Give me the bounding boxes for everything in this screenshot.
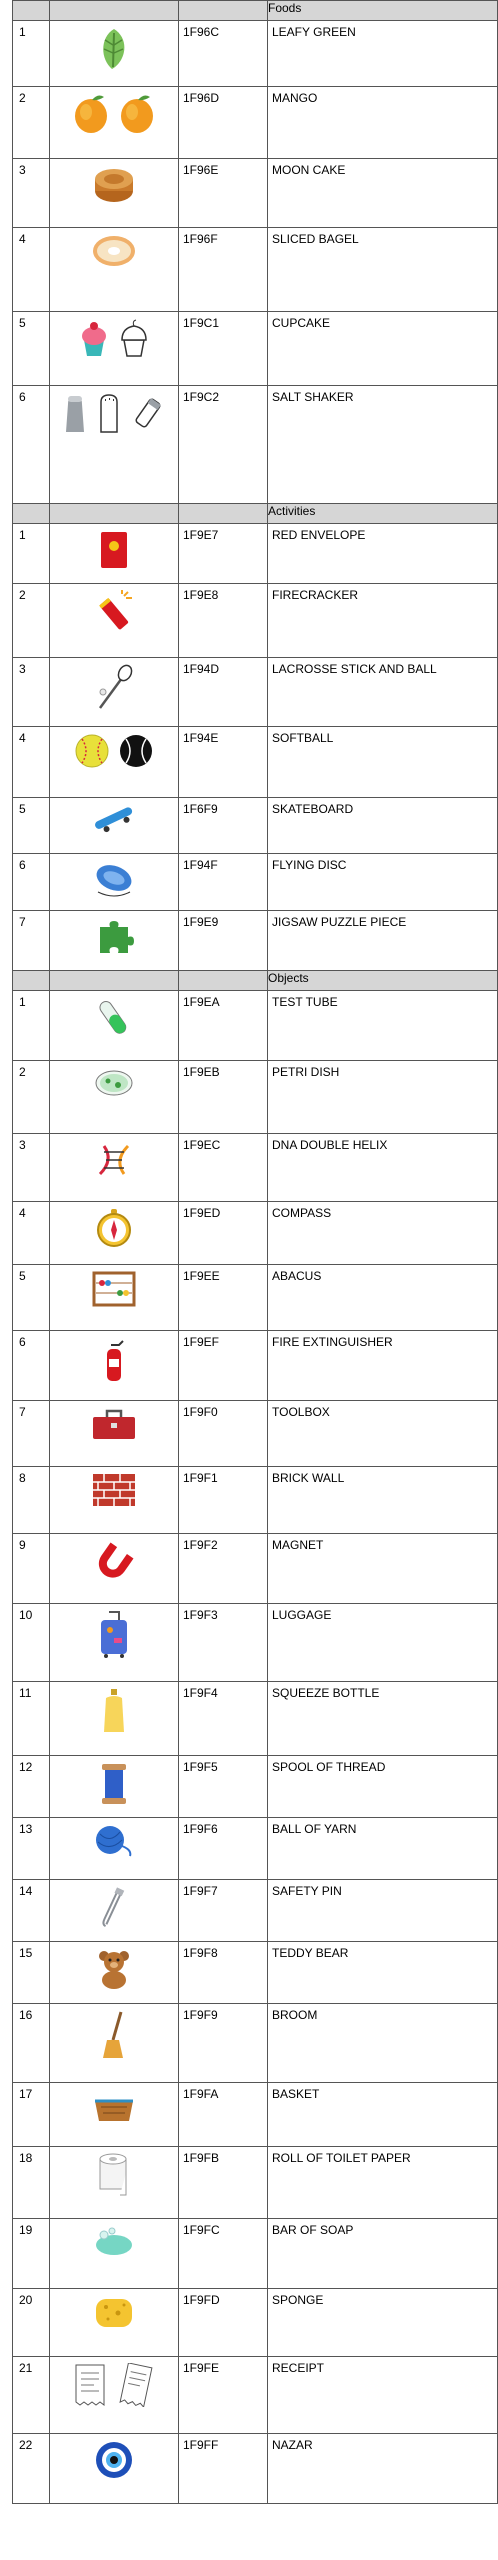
table-row [13,2289,498,2357]
receipt-tilted-icon [116,2363,156,2410]
emoji-image-cell [50,1134,179,1202]
unicode-codepoint: 1F9FC [179,2219,268,2289]
table-row [13,658,498,727]
unicode-codepoint: 1F9F6 [179,1818,268,1880]
emoji-name: TOOLBOX [268,1401,498,1467]
unicode-codepoint: 1F94D [179,658,268,727]
emoji-name: SOFTBALL [268,727,498,798]
emoji-name: BASKET [268,2083,498,2147]
table-row [13,1682,498,1756]
emoji-name: TEDDY BEAR [268,1942,498,2004]
unicode-codepoint: 1F94E [179,727,268,798]
toilet-paper-icon [96,2153,132,2200]
row-number: 6 [13,386,50,504]
emoji-image-cell [50,1331,179,1401]
unicode-codepoint: 1F9F4 [179,1682,268,1756]
table-row [13,2434,498,2504]
luggage-icon [98,1610,130,1661]
table-row [13,21,498,87]
mango-icon [72,93,110,138]
emoji-image-cell [50,228,179,312]
row-number: 11 [13,1682,50,1756]
row-number: 1 [13,991,50,1061]
table-row [13,1331,498,1401]
row-number: 6 [13,854,50,911]
row-number: 20 [13,2289,50,2357]
unicode-codepoint: 1F9EA [179,991,268,1061]
section-title: Foods [268,1,498,21]
row-number: 10 [13,1604,50,1682]
salt-shaker-outline-icon [96,392,122,437]
table-row [13,1202,498,1265]
table-row [13,524,498,584]
emoji-name: SQUEEZE BOTTLE [268,1682,498,1756]
emoji-image-cell [50,1061,179,1134]
emoji-name: MAGNET [268,1534,498,1604]
table-row [13,1880,498,1942]
table-row [13,1604,498,1682]
broom-icon [97,2010,131,2063]
soap-icon [92,2225,136,2262]
emoji-name: FIRECRACKER [268,584,498,658]
unicode-codepoint: 1F9EE [179,1265,268,1331]
emoji-image-cell [50,1467,179,1534]
emoji-name: SLICED BAGEL [268,228,498,312]
emoji-name: SAFETY PIN [268,1880,498,1942]
unicode-codepoint: 1F96E [179,159,268,228]
emoji-image-cell [50,2289,179,2357]
emoji-name: MOON CAKE [268,159,498,228]
row-number: 12 [13,1756,50,1818]
salt-shaker-tilted-icon [130,395,166,434]
emoji-image-cell [50,2004,179,2083]
unicode-codepoint: 1F9EB [179,1061,268,1134]
salt-shaker-icon [62,392,88,437]
mango-icon [118,93,156,138]
emoji-name: SALT SHAKER [268,386,498,504]
unicode-codepoint: 1F9E8 [179,584,268,658]
row-number: 5 [13,1265,50,1331]
emoji-name: DNA DOUBLE HELIX [268,1134,498,1202]
unicode-codepoint: 1F94F [179,854,268,911]
row-number: 16 [13,2004,50,2083]
unicode-codepoint: 1F6F9 [179,798,268,854]
unicode-codepoint: 1F96F [179,228,268,312]
emoji-image-cell [50,1880,179,1942]
unicode-codepoint: 1F9EC [179,1134,268,1202]
emoji-name: COMPASS [268,1202,498,1265]
emoji-image-cell [50,991,179,1061]
abacus-icon [92,1271,136,1310]
cupcake-outline-icon [118,318,150,361]
emoji-image-cell [50,1756,179,1818]
emoji-name: BALL OF YARN [268,1818,498,1880]
row-number: 14 [13,1880,50,1942]
teddy-bear-icon [94,1948,134,1993]
unicode-codepoint: 1F9E9 [179,911,268,971]
unicode-codepoint: 1F9F8 [179,1942,268,2004]
emoji-image-cell [50,798,179,854]
emoji-name: PETRI DISH [268,1061,498,1134]
emoji-image-cell [50,2083,179,2147]
row-number: 5 [13,312,50,386]
emoji-image-cell [50,854,179,911]
emoji-image-cell [50,1265,179,1331]
unicode-codepoint: 1F9FE [179,2357,268,2434]
bagel-icon [91,234,137,271]
emoji-image-cell [50,658,179,727]
unicode-codepoint: 1F96C [179,21,268,87]
unicode-codepoint: 1F9F9 [179,2004,268,2083]
nazar-icon [94,2440,134,2483]
emoji-image-cell [50,727,179,798]
emoji-name: JIGSAW PUZZLE PIECE [268,911,498,971]
emoji-image-cell [50,2147,179,2219]
emoji-image-cell [50,911,179,971]
unicode-codepoint: 1F9E7 [179,524,268,584]
row-number: 1 [13,524,50,584]
emoji-image-cell [50,1534,179,1604]
section-title: Activities [268,504,498,524]
row-number: 4 [13,727,50,798]
emoji-name: ABACUS [268,1265,498,1331]
section-header [13,504,498,524]
emoji-name: FIRE EXTINGUISHER [268,1331,498,1401]
unicode-codepoint: 1F9F2 [179,1534,268,1604]
toolbox-icon [91,1407,137,1444]
row-number: 18 [13,2147,50,2219]
table-row [13,1756,498,1818]
table-row [13,584,498,658]
fire-extinguisher-icon [99,1337,129,1386]
emoji-image-cell [50,87,179,159]
section-header [13,1,498,21]
squeeze-bottle-icon [100,1688,128,1737]
table-row [13,911,498,971]
magnet-icon [92,1540,136,1587]
emoji-name: ROLL OF TOILET PAPER [268,2147,498,2219]
spool-icon [99,1762,129,1809]
unicode-codepoint: 1F9FA [179,2083,268,2147]
emoji-image-cell [50,584,179,658]
row-number: 4 [13,1202,50,1265]
emoji-image-cell [50,524,179,584]
sponge-icon [92,2295,136,2334]
flying-disc-icon [92,860,136,903]
petri-dish-icon [94,1067,134,1102]
table-row [13,854,498,911]
emoji-image-cell [50,1942,179,2004]
row-number: 8 [13,1467,50,1534]
row-number: 2 [13,1061,50,1134]
safety-pin-icon [99,1886,129,1933]
emoji-image-cell [50,1401,179,1467]
row-number: 3 [13,658,50,727]
table-row [13,1265,498,1331]
emoji-name: LACROSSE STICK AND BALL [268,658,498,727]
table-row [13,1534,498,1604]
emoji-table [12,0,498,2504]
unicode-codepoint: 1F9EF [179,1331,268,1401]
red-envelope-icon [99,530,129,573]
yarn-icon [94,1824,134,1861]
table-row [13,2147,498,2219]
skateboard-icon [91,804,137,837]
table-row [13,1061,498,1134]
table-row [13,2004,498,2083]
emoji-name: TEST TUBE [268,991,498,1061]
row-number: 6 [13,1331,50,1401]
table-row [13,87,498,159]
leafy-green-icon [96,27,132,74]
compass-icon [96,1208,132,1251]
receipt-icon [72,2363,108,2410]
table-row [13,312,498,386]
unicode-codepoint: 1F9F3 [179,1604,268,1682]
unicode-codepoint: 1F9F0 [179,1401,268,1467]
firecracker-icon [94,590,134,637]
puzzle-piece-icon [94,917,134,960]
emoji-name: LUGGAGE [268,1604,498,1682]
emoji-image-cell [50,312,179,386]
moon-cake-icon [92,165,136,208]
table-row [13,991,498,1061]
emoji-name: SPOOL OF THREAD [268,1756,498,1818]
test-tube-icon [94,997,134,1044]
section-title: Objects [268,971,498,991]
unicode-codepoint: 1F9FD [179,2289,268,2357]
table-row [13,798,498,854]
unicode-codepoint: 1F9F1 [179,1467,268,1534]
row-number: 4 [13,228,50,312]
emoji-name: RED ENVELOPE [268,524,498,584]
emoji-name: SPONGE [268,2289,498,2357]
lacrosse-icon [94,664,134,715]
dna-icon [94,1140,134,1183]
table-row [13,1134,498,1202]
emoji-image-cell [50,1604,179,1682]
emoji-name: SKATEBOARD [268,798,498,854]
emoji-image-cell [50,159,179,228]
row-number: 13 [13,1818,50,1880]
row-number: 17 [13,2083,50,2147]
row-number: 15 [13,1942,50,2004]
emoji-image-cell [50,386,179,504]
row-number: 2 [13,87,50,159]
cupcake-icon [78,318,110,361]
emoji-name: NAZAR [268,2434,498,2504]
brick-wall-icon [92,1473,136,1510]
emoji-image-cell [50,2219,179,2289]
emoji-name: RECEIPT [268,2357,498,2434]
unicode-codepoint: 1F9ED [179,1202,268,1265]
table-row [13,2219,498,2289]
emoji-name: FLYING DISC [268,854,498,911]
emoji-name: BAR OF SOAP [268,2219,498,2289]
table-row [13,2357,498,2434]
emoji-name: BRICK WALL [268,1467,498,1534]
row-number: 3 [13,1134,50,1202]
row-number: 9 [13,1534,50,1604]
row-number: 2 [13,584,50,658]
emoji-image-cell [50,1818,179,1880]
emoji-name: MANGO [268,87,498,159]
row-number: 7 [13,911,50,971]
table-row [13,159,498,228]
emoji-image-cell [50,2434,179,2504]
table-row [13,1818,498,1880]
row-number: 5 [13,798,50,854]
emoji-image-cell [50,1682,179,1756]
table-row [13,228,498,312]
row-number: 3 [13,159,50,228]
table-row [13,2083,498,2147]
row-number: 19 [13,2219,50,2289]
row-number: 7 [13,1401,50,1467]
table-row [13,386,498,504]
emoji-name: LEAFY GREEN [268,21,498,87]
section-header [13,971,498,991]
basket-icon [91,2089,137,2126]
unicode-codepoint: 1F9C2 [179,386,268,504]
row-number: 21 [13,2357,50,2434]
softball-black-icon [118,733,154,772]
table-row [13,1401,498,1467]
emoji-image-cell [50,21,179,87]
emoji-name: BROOM [268,2004,498,2083]
unicode-codepoint: 1F9FB [179,2147,268,2219]
emoji-image-cell [50,2357,179,2434]
emoji-name: CUPCAKE [268,312,498,386]
softball-icon [74,733,110,772]
emoji-image-cell [50,1202,179,1265]
unicode-codepoint: 1F9C1 [179,312,268,386]
unicode-codepoint: 1F96D [179,87,268,159]
table-row [13,1467,498,1534]
unicode-codepoint: 1F9FF [179,2434,268,2504]
unicode-codepoint: 1F9F5 [179,1756,268,1818]
row-number: 1 [13,21,50,87]
row-number: 22 [13,2434,50,2504]
table-row [13,727,498,798]
unicode-codepoint: 1F9F7 [179,1880,268,1942]
table-row [13,1942,498,2004]
